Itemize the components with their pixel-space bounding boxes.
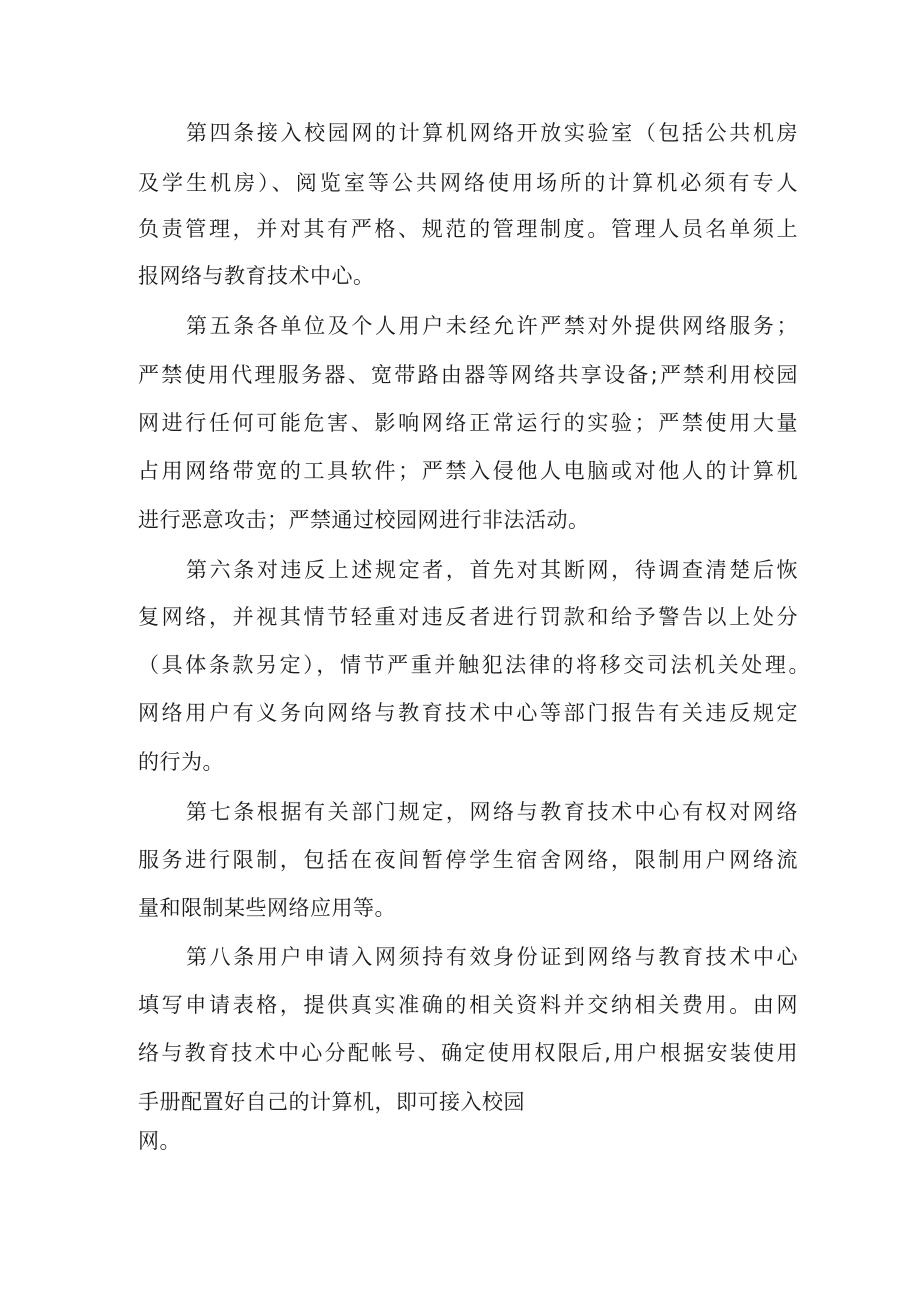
article-8-line-1: 第八条用户申请入网须持有效身份证到网络与教育技术中心 [186, 945, 798, 969]
article-6-line-2: 复网络，并视其情节轻重对违反者进行罚款和给予警告以上处分 [138, 605, 798, 629]
article-7-line-1: 第七条根据有关部门规定，网络与教育技术中心有权对网络 [186, 800, 798, 824]
article-4-line-1: 第四条接入校园网的计算机网络开放实验室（包括公共机房 [186, 121, 798, 145]
article-5-line-4: 占用网络带宽的工具软件；严禁入侵他人电脑或对他人的计算机 [138, 459, 798, 483]
article-8-line-3: 络与教育技术中心分配帐号、确定使用权限后,用户根据安装使用 [138, 1041, 798, 1065]
article-6-line-5: 的行为。 [138, 750, 224, 774]
article-7-line-2: 服务进行限制，包括在夜间暂停学生宿舍网络，限制用户网络流 [138, 848, 798, 872]
article-4-line-4: 报网络与教育技术中心。 [138, 264, 375, 288]
article-5-line-3: 网进行任何可能危害、影响网络正常运行的实验；严禁使用大量 [138, 411, 798, 435]
article-4-line-3: 负责管理，并对其有严格、规范的管理制度。管理人员名单须上 [138, 217, 798, 241]
article-5-line-1: 第五条各单位及个人用户未经允许严禁对外提供网络服务； [186, 314, 798, 338]
article-6-line-1: 第六条对违反上述规定者，首先对其断网，待调查清楚后恢 [186, 558, 798, 582]
article-8-line-2: 填写申请表格，提供真实准确的相关资料并交纳相关费用。由网 [138, 993, 798, 1017]
article-6-line-3: （具体条款另定），情节严重并触犯法律的将移交司法机关处理。 [138, 653, 810, 677]
article-5-line-2: 严禁使用代理服务器、宽带路由器等网络共享设备;严禁利用校园 [138, 363, 798, 387]
article-6-line-4: 网络用户有义务向网络与教育技术中心等部门报告有关违反规定 [138, 701, 798, 725]
article-5-line-5: 进行恶意攻击；严禁通过校园网进行非法活动。 [138, 508, 590, 532]
article-8-line-5: 网。 [138, 1129, 181, 1153]
article-4-line-2: 及学生机房）、阅览室等公共网络使用场所的计算机必须有专人 [138, 171, 798, 195]
article-8-line-4: 手册配置好自己的计算机，即可接入校园 [138, 1090, 525, 1114]
article-7-line-3: 量和限制某些网络应用等。 [138, 896, 396, 920]
